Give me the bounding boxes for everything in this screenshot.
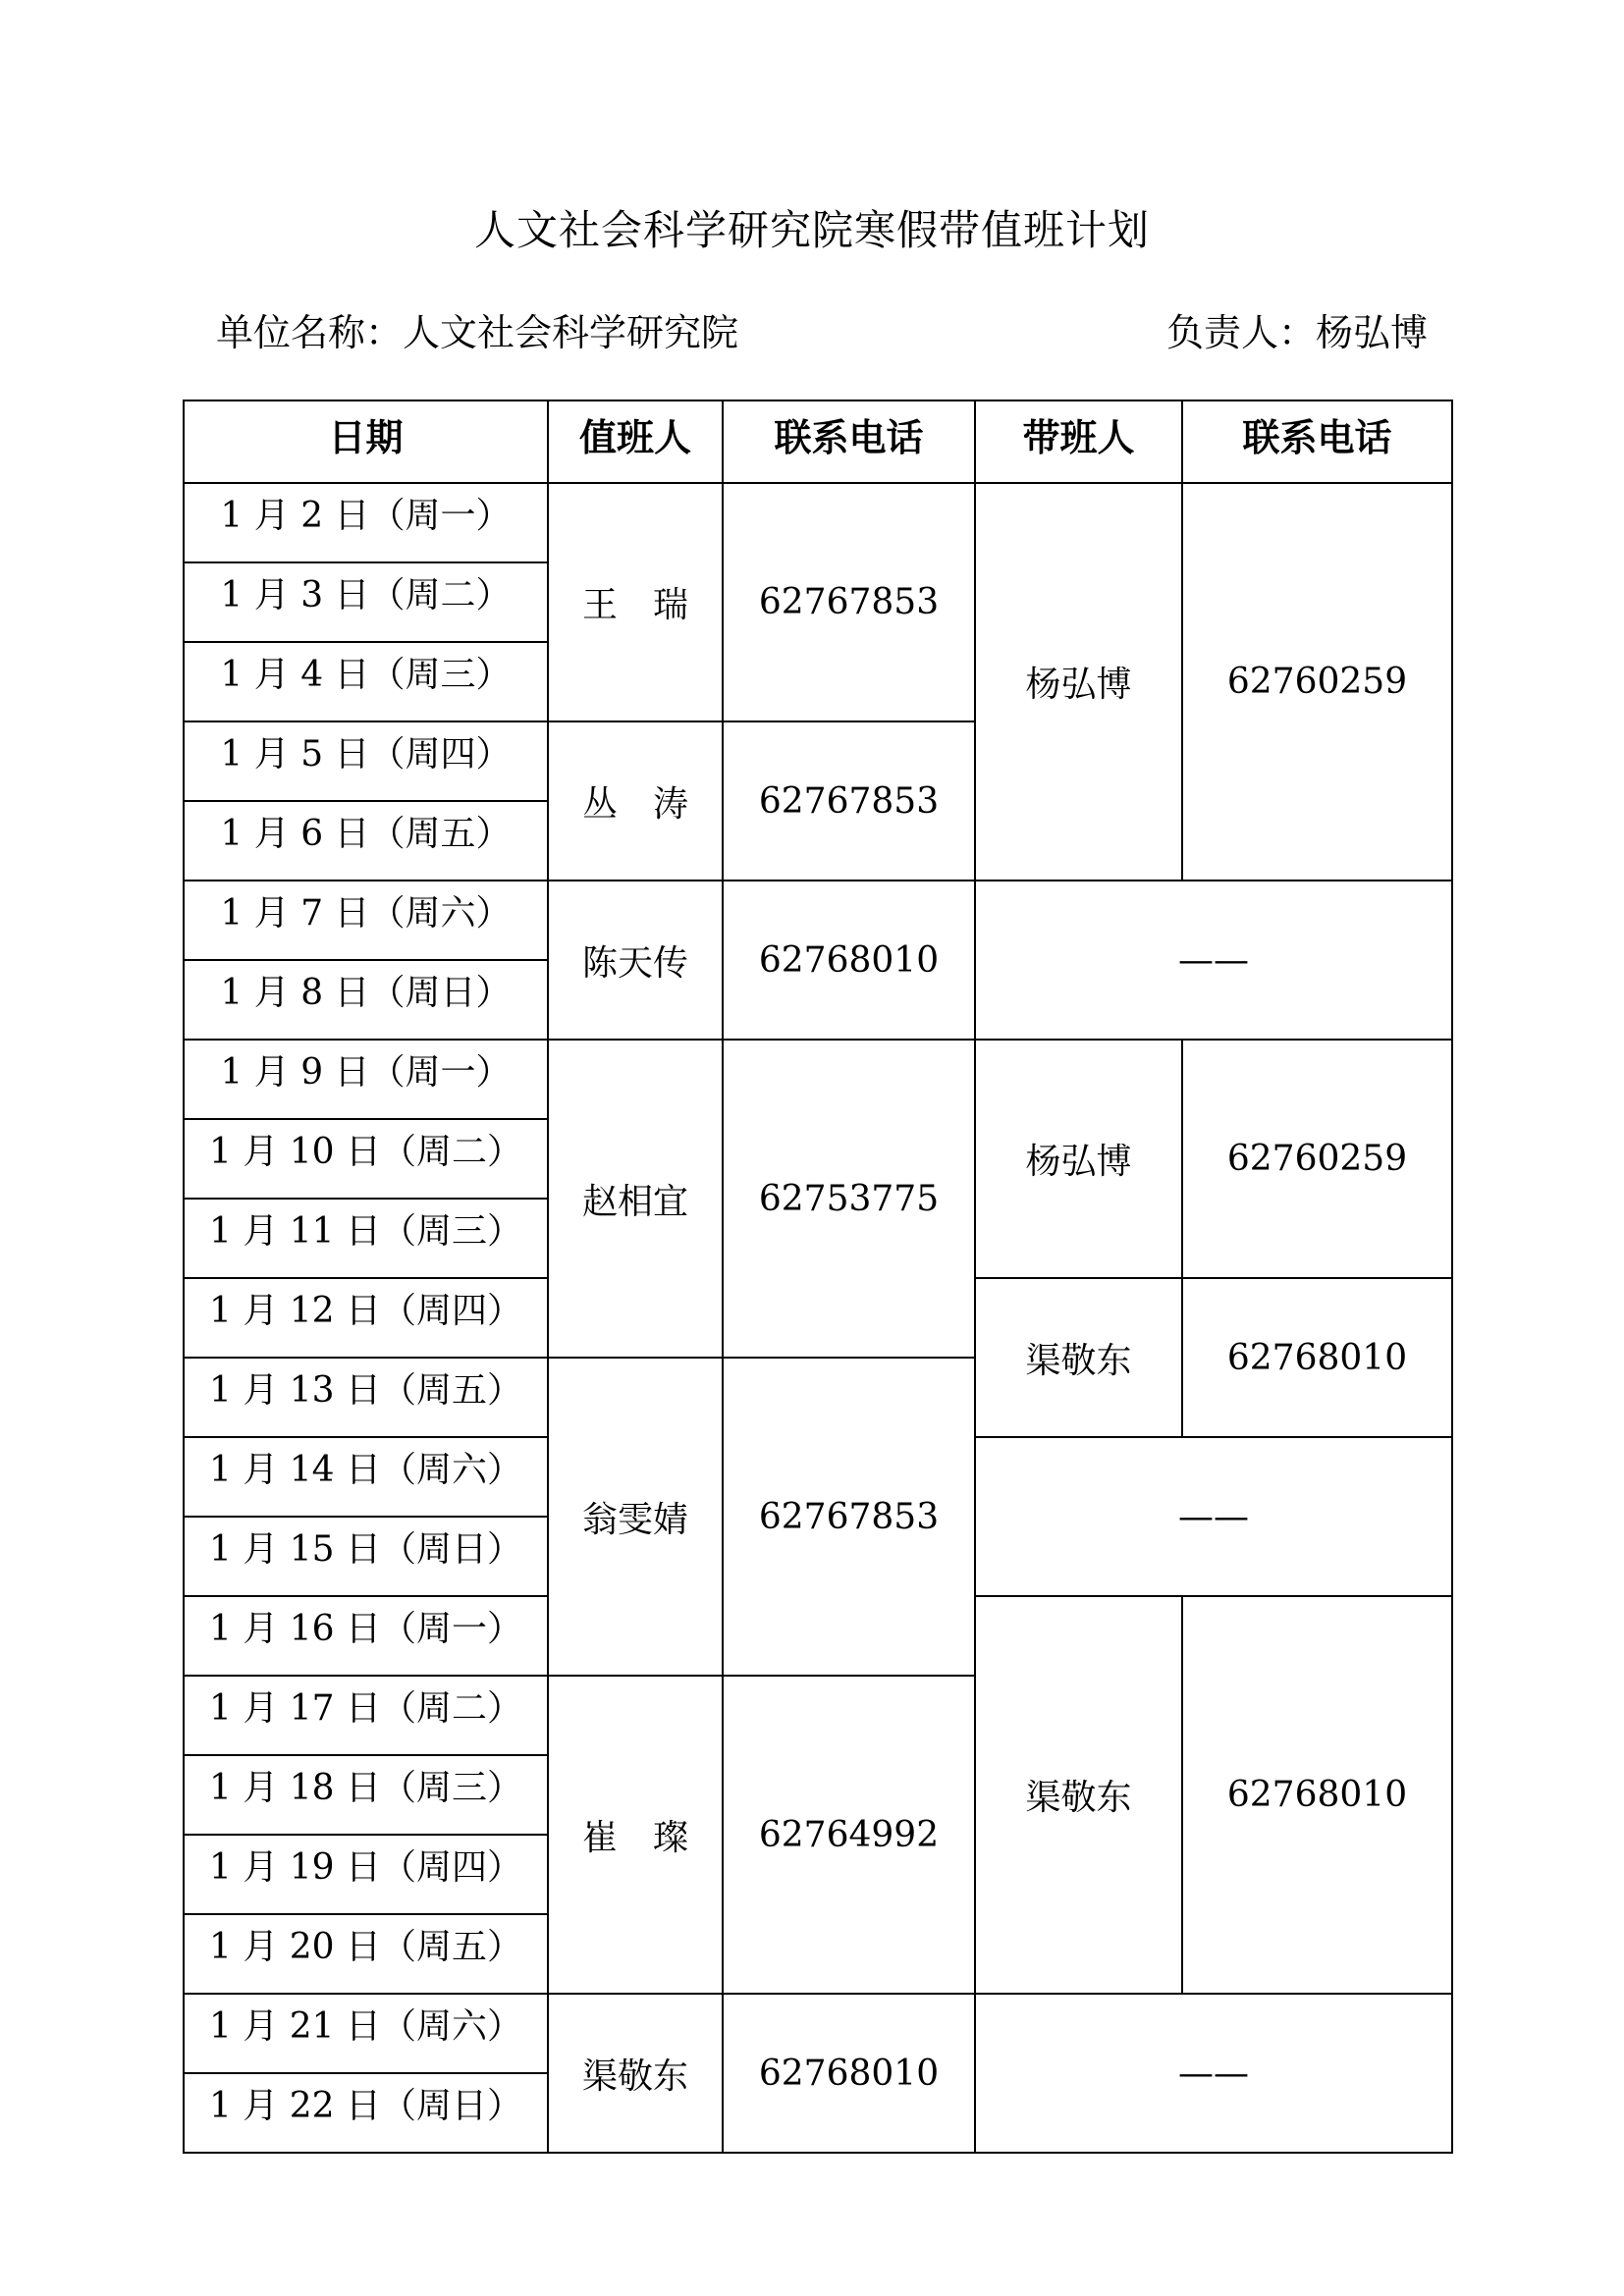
leader-name: 渠敬东: [975, 1278, 1182, 1437]
leader-name: 杨弘博: [975, 1040, 1182, 1278]
date-cell: 1 月 5 日（周四）: [184, 721, 548, 801]
responsible-person: 负责人：杨弘博: [1165, 311, 1428, 354]
duty-phone: 62753775: [723, 1040, 975, 1358]
leader-name: 渠敬东: [975, 1596, 1182, 1994]
page-title: 人文社会科学研究院寒假带值班计划: [473, 206, 1150, 254]
date-cell: 1 月 18 日（周三）: [184, 1755, 548, 1835]
leader-phone: 62768010: [1182, 1278, 1452, 1437]
header-date: 日期: [184, 400, 548, 483]
duty-phone: 62767853: [723, 483, 975, 721]
date-cell: 1 月 21 日（周六）: [184, 1994, 548, 2073]
duty-phone: 62764992: [723, 1676, 975, 1994]
date-cell: 1 月 22 日（周日）: [184, 2073, 548, 2153]
date-cell: 1 月 17 日（周二）: [184, 1676, 548, 1755]
date-cell: 1 月 8 日（周日）: [184, 960, 548, 1040]
duty-phone: 62767853: [723, 721, 975, 881]
duty-phone: 62768010: [723, 1994, 975, 2153]
duty-phone: 62767853: [723, 1358, 975, 1676]
date-cell: 1 月 10 日（周二）: [184, 1119, 548, 1199]
header-duty-phone: 联系电话: [723, 400, 975, 483]
duty-person: 丛 涛: [548, 721, 723, 881]
unit-name: 单位名称：人文社会科学研究院: [216, 311, 739, 354]
date-cell: 1 月 20 日（周五）: [184, 1914, 548, 1994]
date-cell: 1 月 9 日（周一）: [184, 1040, 548, 1119]
date-cell: 1 月 15 日（周日）: [184, 1517, 548, 1596]
no-leader-dash: ——: [975, 881, 1452, 1040]
date-cell: 1 月 14 日（周六）: [184, 1437, 548, 1517]
date-cell: 1 月 6 日（周五）: [184, 801, 548, 881]
duty-phone: 62768010: [723, 881, 975, 1040]
table-row: [184, 483, 1452, 562]
date-cell: 1 月 13 日（周五）: [184, 1358, 548, 1437]
date-cell: 1 月 7 日（周六）: [184, 881, 548, 960]
header-row: [184, 400, 1452, 483]
duty-person: 陈天传: [548, 881, 723, 1040]
leader-name: 杨弘博: [975, 483, 1182, 881]
duty-person: 渠敬东: [548, 1994, 723, 2153]
duty-person: 王 瑞: [548, 483, 723, 721]
duty-person: 赵相宜: [548, 1040, 723, 1358]
leader-phone: 62760259: [1182, 1040, 1452, 1278]
date-cell: 1 月 12 日（周四）: [184, 1278, 548, 1358]
no-leader-dash: ——: [975, 1437, 1452, 1596]
date-cell: 1 月 11 日（周三）: [184, 1199, 548, 1278]
header-leader: 带班人: [975, 400, 1182, 483]
leader-phone: 62768010: [1182, 1596, 1452, 1994]
table-row: [184, 881, 1452, 960]
duty-schedule-table: [183, 400, 1453, 2154]
duty-person: 翁雯婧: [548, 1358, 723, 1676]
leader-phone: 62760259: [1182, 483, 1452, 881]
date-cell: 1 月 3 日（周二）: [184, 562, 548, 642]
date-cell: 1 月 19 日（周四）: [184, 1835, 548, 1914]
date-cell: 1 月 16 日（周一）: [184, 1596, 548, 1676]
no-leader-dash: ——: [975, 1994, 1452, 2153]
table-row: [184, 1040, 1452, 1119]
table-row: [184, 1994, 1452, 2073]
date-cell: 1 月 2 日（周一）: [184, 483, 548, 562]
duty-person: 崔 璨: [548, 1676, 723, 1994]
header-leader-phone: 联系电话: [1182, 400, 1452, 483]
date-cell: 1 月 4 日（周三）: [184, 642, 548, 721]
header-duty-person: 值班人: [548, 400, 723, 483]
